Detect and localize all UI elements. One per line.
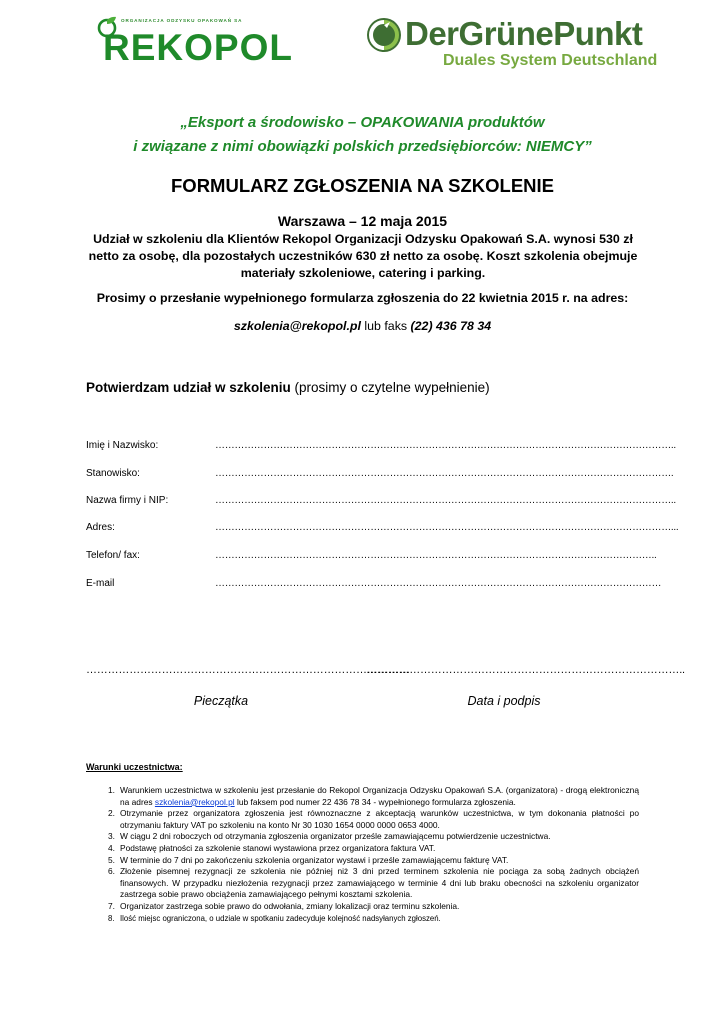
contact-email[interactable]: szkolenia@rekopol.pl	[233, 319, 361, 333]
condition-number: 8.	[108, 913, 115, 923]
conditions-list	[108, 785, 639, 924]
field-fill-line[interactable]: …………………………………………………………………………………………………………………………….	[215, 468, 674, 479]
condition-item	[108, 913, 639, 925]
confirm-heading	[86, 380, 490, 395]
stamp-label: Pieczątka	[193, 694, 249, 708]
condition-number: 7.	[108, 900, 115, 911]
condition-text: Złożenie pisemnej rezygnacji ze szkolenia nie później niż 3 dni przed terminem szkolenia nie pociąga za sobą żadnych obciążeń finansowych. W przypadku niezłożenia rezygnacji przez zamawiającego w terminie 4 dni lub braku obecności na szkoleniu organizator zastrzega sobie prawo obciążenia zamawiającego pełnymi kosztami szkolenia.	[120, 866, 639, 900]
intro-paragraph: Udział w szkoleniu dla Klientów Rekopol Organizacji Odzysku Opakowań S.A. wynosi 530 zł netto za osobę, dla pozostałych uczestników 630 zł netto za osobę. Koszt szkolenia obejmuje materiały szkoleniowe, catering i parking.	[88, 232, 638, 280]
email-link[interactable]: szkolenia@rekopol.pl	[154, 796, 235, 807]
condition-number: 2.	[108, 808, 115, 819]
event-city-date: Warszawa – 12 maja 2015	[277, 213, 448, 229]
condition-text: Warunkiem uczestnictwa w szkoleniu jest przesłanie do Rekopol Organizacja Odzysku Opakowań S.A. (organizatora) - drogą elektroniczną na adres	[120, 785, 639, 807]
condition-number: 5.	[108, 854, 115, 865]
condition-text: Ilość miejsc ograniczona, o udziale w spotkaniu zadecyduje kolejność nadsyłanych zgłoszeń.	[120, 913, 441, 923]
field-label: E-mail	[86, 578, 115, 589]
field-label: Telefon/ fax:	[86, 550, 140, 561]
field-label: Adres:	[86, 522, 115, 533]
condition-number: 6.	[108, 866, 115, 877]
condition-item	[108, 843, 639, 855]
condition-number: 1.	[108, 785, 115, 795]
field-company-nip[interactable]	[86, 495, 676, 509]
field-name[interactable]	[86, 440, 676, 454]
field-label: Stanowisko:	[86, 468, 140, 479]
signature-line[interactable]: ……………………………………………………………………………..	[366, 664, 685, 676]
rekopol-logo	[97, 16, 293, 68]
field-email[interactable]	[86, 578, 662, 592]
rekopol-wordmark: REKOPOL	[103, 27, 293, 68]
event-title-line-2: i związane z nimi obowiązki polskich przedsiębiorców: NIEMCY”	[133, 138, 592, 155]
condition-text: Otrzymanie przez organizatora zgłoszenia jest równoznaczne z akceptacją warunków uczestnictwa, w tym dokonania płatności po otrzymaniu faktury VAT po szkoleniu na konto Nr 30 1030 1654 0000 0000 0653 4000.	[120, 808, 639, 830]
rekopol-tagline: ORGANIZACJA ODZYSKU OPAKOWAŃ SA	[121, 18, 243, 23]
submission-request: Prosimy o przesłanie wypełnionego formularza zgłoszenia do 22 kwietnia 2015 r. na adres:	[96, 291, 629, 305]
condition-number: 4.	[108, 842, 115, 853]
dgp-subtitle: Duales System Deutschland	[443, 52, 658, 69]
field-fill-line[interactable]: ………………………………………………………………………………………………………………………..	[215, 550, 657, 561]
contact-separator: lub faks	[360, 319, 411, 333]
condition-item	[108, 866, 639, 901]
field-position[interactable]	[86, 468, 674, 482]
condition-item	[108, 831, 639, 843]
condition-text: W ciągu 2 dni roboczych od otrzymania zgłoszenia organizator prześle zamawiającemu potwierdzenie uczestnictwa.	[120, 831, 551, 842]
condition-item	[108, 901, 639, 913]
event-title-line-1: „Eksport a środowisko – OPAKOWANIA produktów	[180, 114, 545, 131]
field-address[interactable]	[86, 522, 679, 536]
contact-line	[0, 319, 725, 333]
field-label: Nazwa firmy i NIP:	[86, 495, 169, 506]
condition-text: Podstawę płatności za szkolenie stanowi wystawiona przez organizatora faktura VAT.	[120, 842, 436, 853]
conditions-title: Warunki uczestnictwa:	[86, 762, 183, 772]
dergruenepunkt-logo	[363, 14, 658, 72]
condition-text: lub faksem pod numer 22 436 78 34 - wypełnionego formularza zgłoszenia.	[234, 796, 516, 807]
field-phone-fax[interactable]	[86, 550, 657, 564]
field-fill-line[interactable]: ……………………………………………………………………………………………………………………………...	[215, 522, 679, 533]
date-signature-label: Data i podpis	[467, 694, 541, 708]
confirm-heading-note: (prosimy o czytelne wypełnienie)	[290, 380, 490, 395]
condition-text: W terminie do 7 dni po zakończeniu szkolenia organizator wystawi i prześle zamawiającemu fakturę VAT.	[120, 854, 509, 865]
condition-text: Organizator zastrzega sobie prawo do odwołania, zmiany lokalizacji oraz terminu szkolenia.	[120, 900, 460, 911]
field-fill-line[interactable]: …………………………………………………………………………………………………………………………	[215, 578, 662, 589]
form-title: FORMULARZ ZGŁOSZENIA NA SZKOLENIE	[171, 175, 554, 196]
stamp-line[interactable]: ………………………………………………………………………………	[86, 664, 411, 676]
contact-fax: (22) 436 78 34	[410, 319, 492, 333]
confirm-heading-bold: Potwierdzam udział w szkoleniu	[86, 380, 291, 395]
condition-item	[108, 785, 639, 808]
condition-item	[108, 855, 639, 867]
field-fill-line[interactable]: ……………………………………………………………………………………………………………………………..	[215, 440, 676, 451]
condition-item	[108, 808, 639, 831]
dgp-wordmark: DerGrünePunkt	[405, 15, 643, 52]
green-dot-icon	[365, 16, 403, 54]
field-fill-line[interactable]: ……………………………………………………………………………………………………………………………..	[215, 495, 676, 506]
condition-number: 3.	[108, 831, 115, 842]
field-label: Imię i Nazwisko:	[86, 440, 159, 451]
